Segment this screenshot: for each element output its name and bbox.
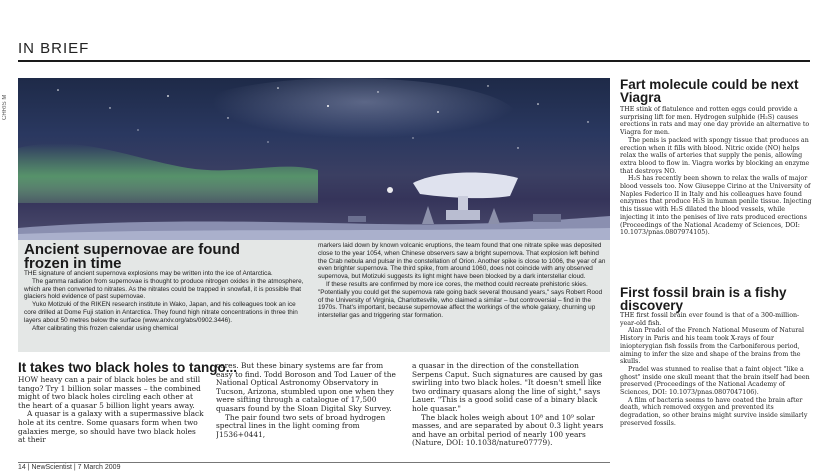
fossil-body — [620, 312, 812, 462]
paragraph: Yuko Motizuki of the RIKEN research institute in Wako, Japan, and his colleagues took an ice core drilled at Dome Fuji station in Antarctica. They found high nitrate concentrations in three thin layers about 50 metres below the surface (www.arxiv.org/abs/0902.3446). — [24, 301, 298, 324]
viagra-headline: Fart molecule could be next Viagra — [620, 77, 799, 105]
paragraph: a quasar in the direction of the constellation Serpens Caput. Such signatures are caused by gas swirling into two black holes. "It doesn't smell like two ordinary quasars along the line of sight," says Lauer. "This is a good solid case of a binary black hole quasar." — [412, 362, 603, 413]
antarctic-photo — [18, 78, 610, 240]
paragraph: cores. But these binary systems are far from easy to find. Todd Boroson and Tod Lauer of the National Optical Astronomy Observatory in Tucson, Arizona, stumbled upon one when they were sifting through a catalogue of 17,500 quasars found by the Sloan Digital Sky Survey. — [216, 362, 396, 413]
paragraph: markers laid down by known volcanic eruptions, the team found that one nitrate spike was deposited close to the year 1054, when Chinese observers saw a bright supernova. That explosion left behind the Crab nebula and pulsar in the constellation of Orion. Another spike is close to 1006, the year of an even brighter supernova. The third spike, from around 1060, does not coincide with any observed supernova, but Motizuki suggests its light might have been blocked by a dark interstellar cloud. — [318, 242, 606, 281]
paragraph: The pair found two sets of broad hydrogen spectral lines in the light coming from J1536+0441, — [216, 412, 386, 439]
paragraph: The gamma radiation from supernovae is thought to produce nitrogen oxides in the atmosphere, which are then converted to nitrates. As the nitrates could be trapped in snowfall, it is possible that glaciers hold evidence of past supernovae. — [24, 277, 304, 301]
bottom-rule — [18, 462, 610, 463]
paragraph: Alan Pradel of the French National Museum of Natural History in Paris and his team took X-rays of four iniopterygian fish fossils from the Carboniferous period, aiming to infer the size and shape of the brains from the skulls. — [620, 327, 804, 366]
paragraph: THE first fossil brain ever found is that of a 300-million-year-old fish. — [620, 312, 800, 327]
telescope-aurora-illustration — [18, 78, 610, 240]
paragraph: Pradel was stunned to realise that a faint object "like a ghost" inside one skull meant that the brain itself had been preserved (Proceedings of the National Academy of Sciences, DOI: 10.1073/pnas.0807047106). — [620, 365, 810, 397]
paragraph: If these results are confirmed by more ice cores, the method could recreate prehistoric skies. "Potentially you could get the supernova rate going back several thousand years," says Robert Rood of the University of Virginia, Charlottesville, who claimed a similar – but controversial – find in the 1970s. That's important, because supernovae affect the workings of the whole galaxy, churning up interstellar gas and triggering star formation. — [318, 280, 603, 320]
paragraph: After calibrating this frozen calendar using chemical — [32, 324, 178, 332]
paragraph: A quasar is a galaxy with a supermassive black hole at its centre. Some quasars form when two galaxies merge, so should have two black holes at their — [18, 409, 204, 445]
blackholes-column-3 — [412, 362, 608, 458]
paragraph: THE stink of flatulence and rotten eggs could provide a surprising lift for men. Hydrogen sulphide (H₂S) causes erections in rats and may one day provide an alternative to Viagra for men. — [620, 106, 810, 137]
blackholes-column-2 — [216, 362, 402, 458]
page-footer: 14 | NewScientist | 7 March 2009 — [18, 464, 121, 471]
paragraph: HOW heavy can a pair of black holes be and still tango? Try 1 billion solar masses – the combined might of two black holes circling each other at the heart of a quasar 5 billion light years away. — [18, 376, 201, 410]
supernova-column-1 — [24, 270, 308, 350]
paragraph: A film of bacteria seems to have coated the brain after death, which removed oxygen and prevented its degradation, so other brains might survive inside similarly preserved fossils. — [620, 396, 808, 427]
section-title: IN BRIEF — [18, 40, 90, 57]
paragraph: H₂S has recently been shown to relax the walls of major blood vessels too. Now Giuseppe Cirino at the University of Naples Federico II in Italy and his colleagues have found enzymes that produce H₂S in human penile tissue. Injecting this tissue with H₂S dilated the blood vessels, while injecting it into the penises of live rats produced erections (Proceedings of the National Academy of Sciences, DOI: 10.1073/pnas.0807974105). — [620, 175, 812, 237]
blackholes-headline: It takes two black holes to tango... — [18, 360, 238, 375]
supernova-headline: Ancient supernovae are found frozen in time — [24, 241, 240, 272]
fossil-headline: First fossil brain is a fishy discovery — [620, 285, 787, 313]
paragraph: THE signature of ancient supernova explosions may be written into the ice of Antarctica. — [24, 270, 273, 277]
supernova-column-2 — [318, 242, 606, 350]
viagra-body — [620, 106, 812, 282]
blackholes-column-1 — [18, 376, 204, 456]
paragraph: The black holes weigh about 10⁸ and 10⁹ solar masses, and are separated by about 0.3 light years and have an orbital period of nearly 100 years (Nature, DOI: 10.1038/nature07779). — [412, 412, 604, 448]
paragraph: The penis is packed with spongy tissue that produces an erection when it fills with blood. Nitric oxide (NO) helps relax the walls of arteries that supply the penis, allowing extra blood to flow in. Viagra works by blocking an enzyme that destroys NO. — [620, 136, 810, 175]
photo-credit: CHRIS M — [2, 94, 8, 120]
top-rule — [18, 60, 810, 62]
